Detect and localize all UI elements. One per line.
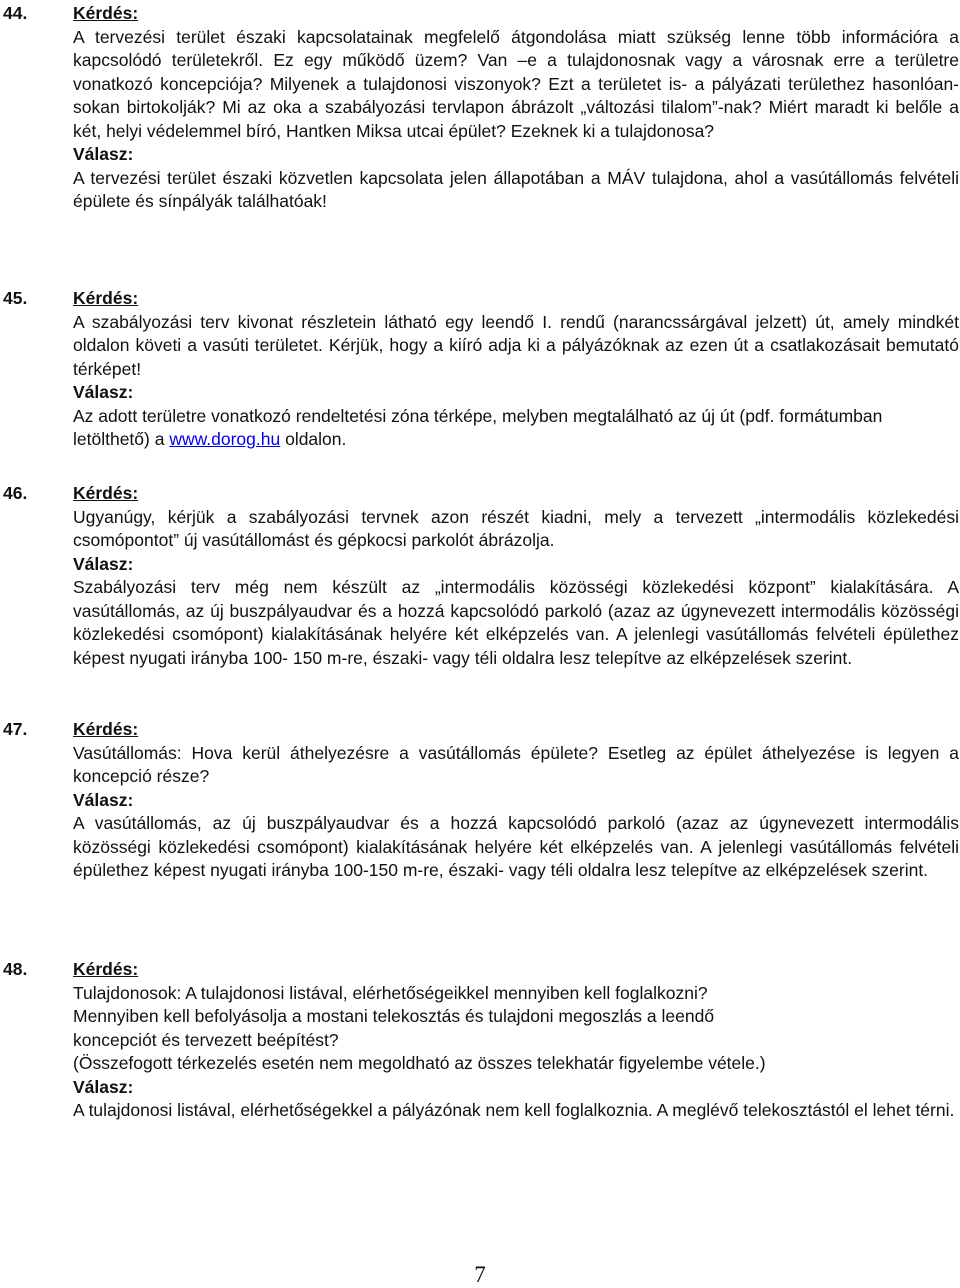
qa-item-46: [0, 482, 960, 670]
page-number: 7: [474, 1262, 486, 1287]
qa-item-45: [0, 287, 960, 452]
question-label: Kérdés:: [73, 3, 139, 23]
answer-text: A tervezési terület északi közvetlen kapcsolata jelen állapotában a MÁV tulajdona, ahol a vasútállomás felvételi épülete és sínpályák találhatóak!: [73, 167, 959, 211]
answer-text: Szabályozási terv még nem készült az „intermodális közösségi közlekedési központ” kialakítására. A vasútállomás, az új buszpályaudvar és a hozzá kapcsolódó parkoló (azaz az úgynevezett intermodális közösségi közlekedési csomópont) kialakításának helyére két elképzelés van. A jelenlegi vasútállomás felvételi épülethez képest nyugati irányba 100- 150 m-re, északi- vagy téli oldalra lesz telepítve az elképzelések szerint.: [73, 577, 959, 668]
qa-item-48: [0, 958, 960, 1123]
answer-text: A tulajdonosi listával, elérhetőségekkel a pályázónak nem kell foglalkoznia. A meglévő telekosztástól el lehet térni.: [73, 1100, 955, 1120]
question-text: Tulajdonosok: A tulajdonosi listával, elérhetőségeikkel mennyiben kell foglalkozni?: [73, 982, 708, 1003]
answer-text: A vasútállomás, az új buszpályaudvar és a hozzá kapcsolódó parkoló (azaz az úgynevezett intermodális közösségi közlekedési csomópont) kialakításának helyére két elképzelés van. A jelenlegi vasútállomás felvételi épülethez képest nyugati irányba 100-150 m-re, északi- vagy téli oldalra lesz telepítve az elképzelések szerint.: [73, 813, 959, 880]
item-number: 46.: [3, 483, 28, 503]
question-text: A tervezési terület északi kapcsolatainak megfelelő átgondolása miatt szükség lenne több információra a kapcsolódó területekről. Ez egy működő üzem? Van –e a tulajdonosnak vagy a városnak erre a területre vonatkozó koncepciója? Milyenek a tulajdonosi viszonyok? Ezt a területet is- a pályázati területhez hasonlóan-sokan birtokolják? Mi az oka a szabályozási tervlapon ábrázolt „változási tilalom”-nak? Miért maradt ki belőle a két, helyi védelemmel bíró, Hantken Miksa utcai épület? Ezeknek ki a tulajdonosa?: [73, 26, 959, 141]
item-number: 47.: [3, 719, 28, 739]
answer-label: Válasz:: [73, 144, 134, 164]
answer-label: Válasz:: [73, 789, 134, 810]
item-number: 44.: [3, 3, 28, 23]
question-text: Ugyanúgy, kérjük a szabályozási tervnek azon részét kiadni, mely a tervezett „intermodális közlekedési csomópontot” új vasútállomást és gépkocsi parkolót ábrázolja.: [73, 506, 959, 550]
answer-text: [73, 405, 959, 452]
question-text: Vasútállomás: Hova kerül áthelyezésre a vasútállomás épülete? Esetleg az épület áthelyezése is legyen a koncepció része?: [73, 742, 959, 786]
qa-item-44: [0, 2, 960, 214]
answer-label: Válasz:: [73, 553, 134, 574]
dorog-website-link[interactable]: www.dorog.hu: [169, 429, 281, 449]
question-label: Kérdés:: [73, 483, 139, 503]
question-label: Kérdés:: [73, 288, 139, 308]
question-text-indented: Mennyiben kell befolyásolja a mostani telekosztás és tulajdoni megoszlás a leendő koncepciót és tervezett beépítést?: [73, 1006, 715, 1050]
item-number: 48.: [3, 959, 28, 979]
question-text-indented: (Összefogott térkezelés esetén nem megoldható az összes telekhatár figyelembe vétele.): [73, 1053, 766, 1073]
question-label: Kérdés:: [73, 719, 139, 739]
answer-text-after: oldalon.: [280, 429, 347, 449]
answer-label: Válasz:: [73, 382, 134, 402]
answer-label: Válasz:: [73, 1076, 134, 1097]
answer-text-before: Az adott területre vonatkozó rendeltetési zóna térképe, melyben megtalálható az új út (pdf. formátumban letölthető) a: [73, 405, 883, 449]
question-label: Kérdés:: [73, 959, 139, 979]
item-number: 45.: [3, 288, 28, 308]
qa-item-47: [0, 718, 960, 883]
question-text: A szabályozási terv kivonat részletein látható egy leendő I. rendű (narancssárgával jelzett) út, amely mindkét oldalon követi a vasúti területet. Kérjük, hogy a kiíró adja ki a pályázóknak az ezen út a csatlakozásait bemutató térképet!: [73, 311, 959, 379]
